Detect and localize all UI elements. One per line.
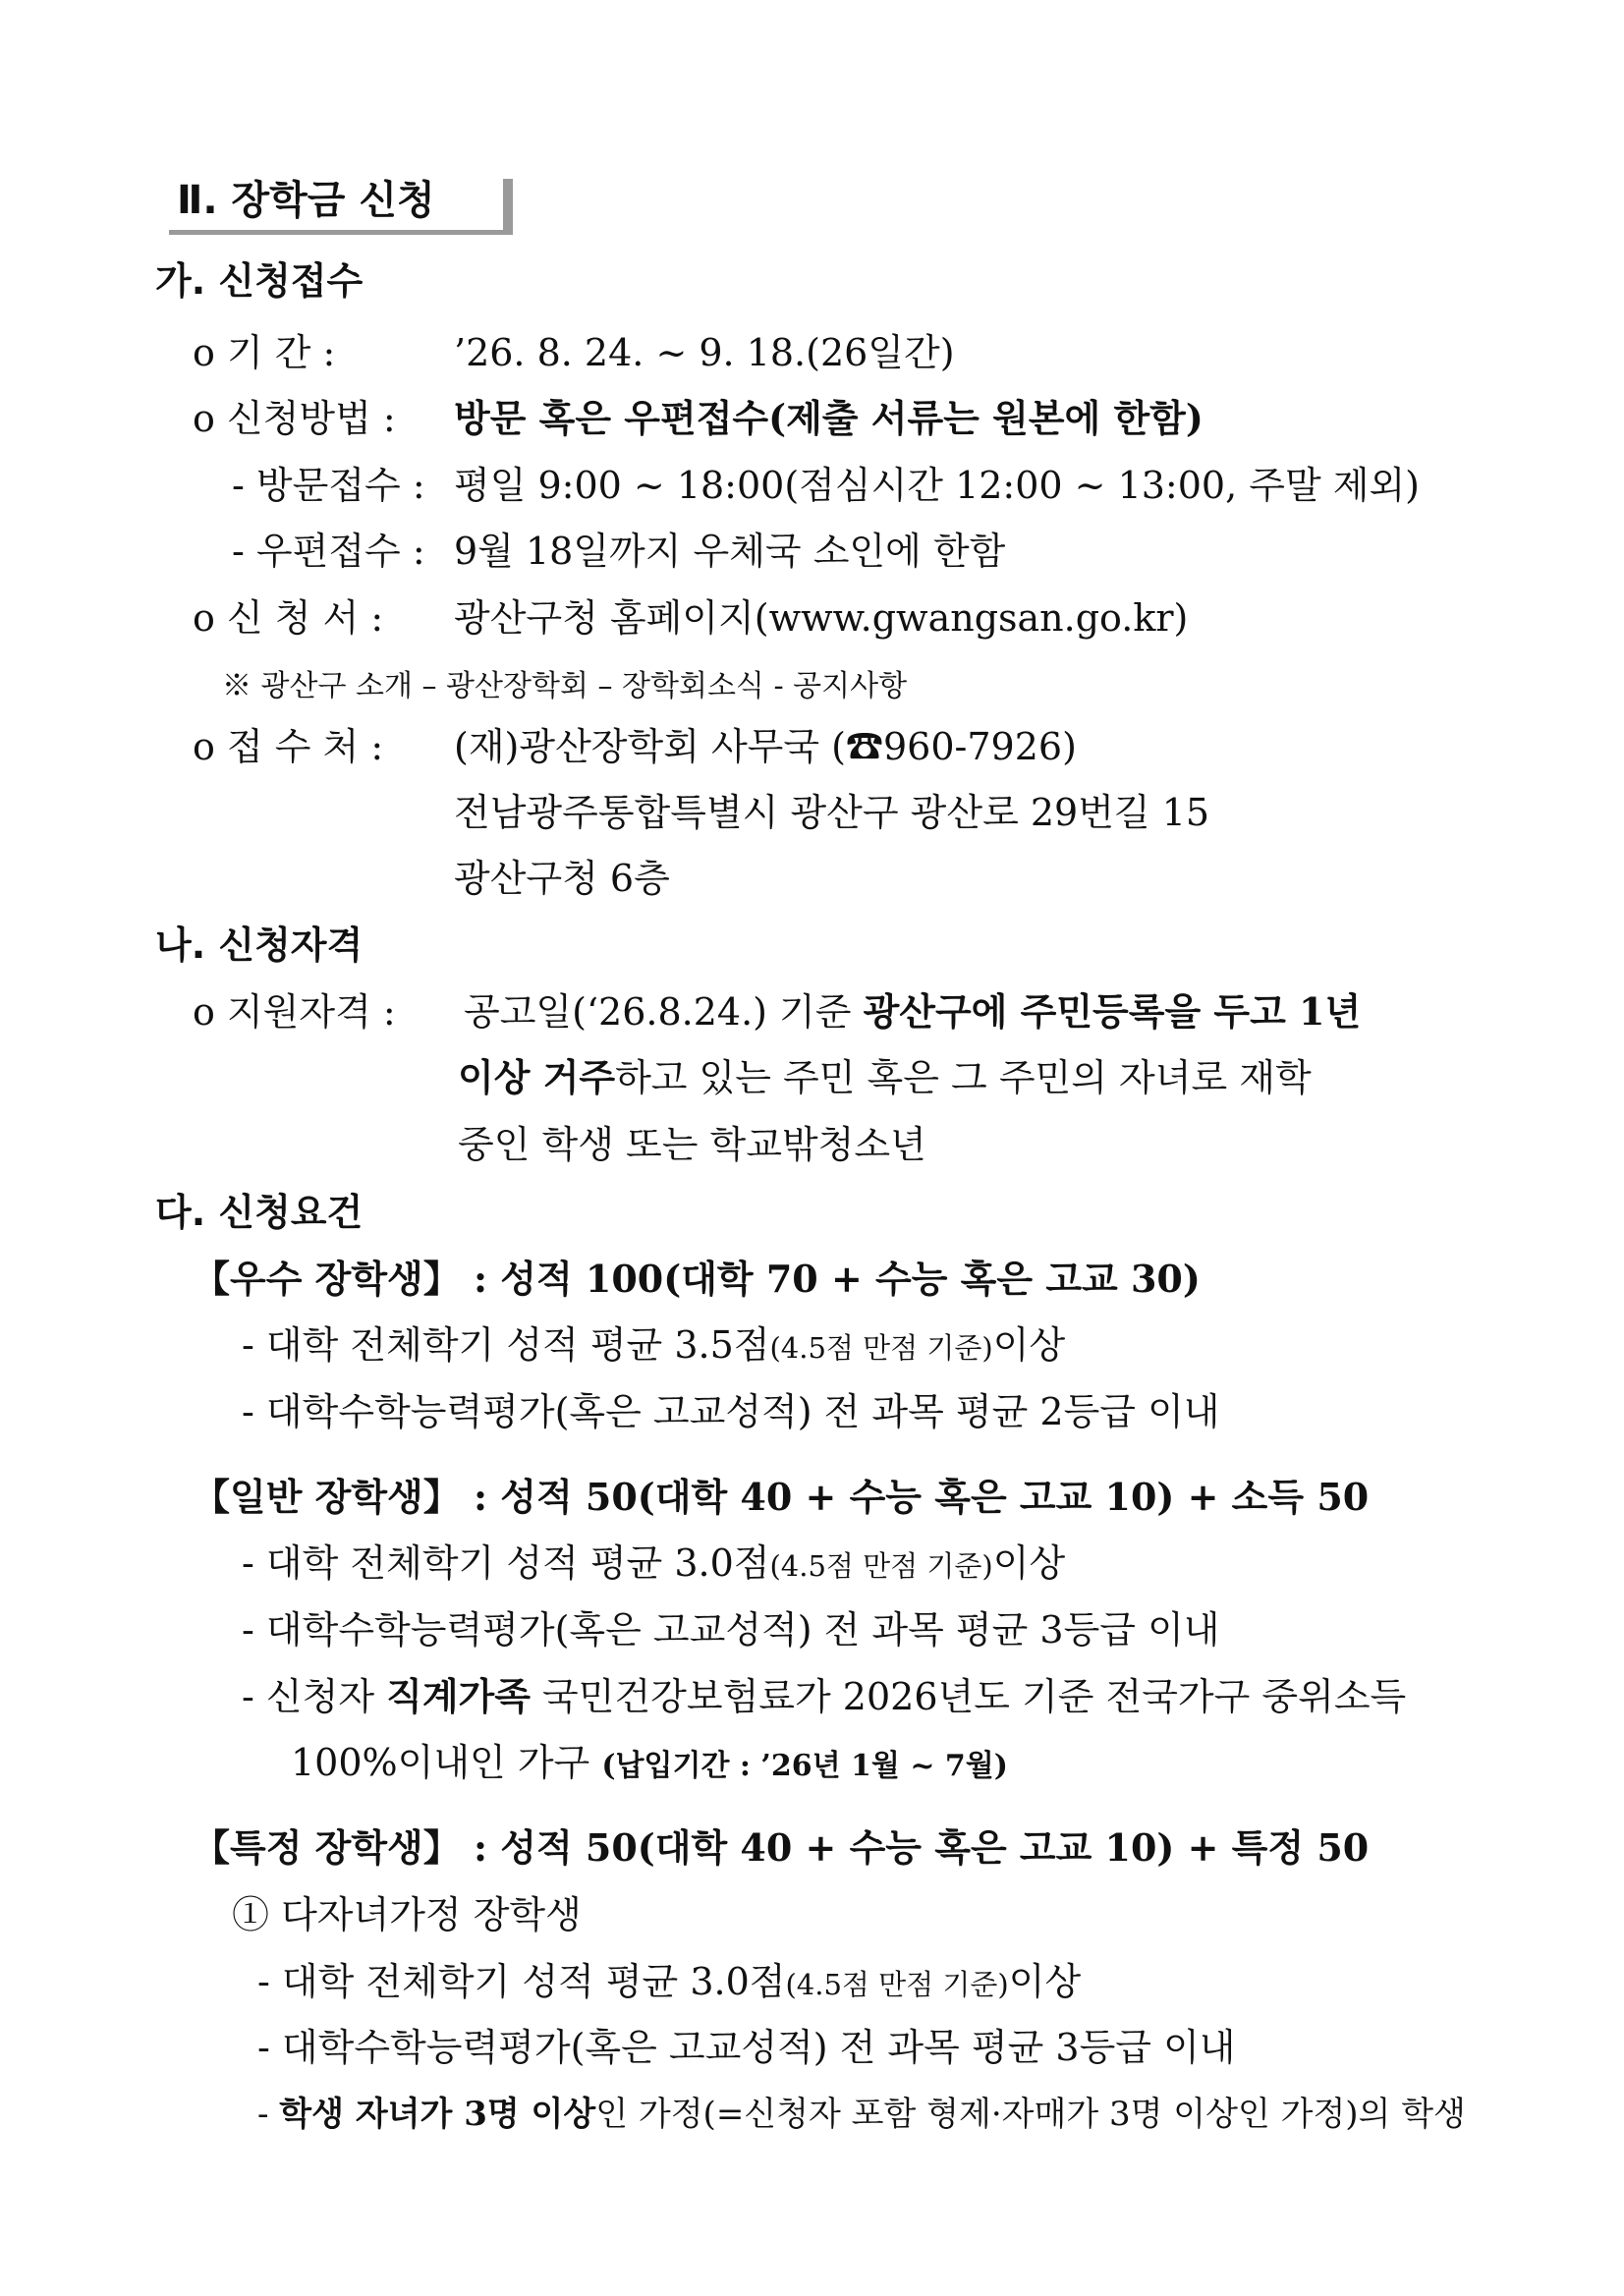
- excellent-scholarship-heading: 【우수 장학생】 : 성적 100(대학 70 + 수능 혹은 고교 30): [193, 1257, 1201, 1301]
- period-value: ’26. 8. 24. ~ 9. 18.(26일간): [454, 331, 955, 374]
- general-requirement-2: - 대학수학능력평가(혹은 고교성적) 전 과목 평균 3등급 이내: [242, 1608, 1220, 1652]
- form-note: ※ 광산구 소개 – 광산장학회 – 장학회소식 - 공지사항: [222, 669, 908, 703]
- special-subcategory: ① 다자녀가정 장학생: [232, 1893, 582, 1936]
- visit-label: - 방문접수 :: [232, 464, 425, 507]
- general-requirement-3-cont: 100%이내인 가구 (납입기간 : ’26년 1월 ~ 7월): [291, 1741, 1008, 1784]
- visit-value: 평일 9:00 ~ 18:00(점심시간 12:00 ~ 13:00, 주말 제외): [454, 464, 1420, 507]
- office-address-line2: 광산구청 6층: [454, 857, 670, 900]
- form-label: o 신 청 서 :: [193, 596, 384, 640]
- office-label: o 접 수 처 :: [193, 725, 384, 768]
- general-requirement-3: - 신청자 직계가족 국민건강보험료가 2026년도 기준 전국가구 중위소득: [242, 1674, 1407, 1718]
- method-value: 방문 혹은 우편접수(제출 서류는 원본에 한함): [454, 396, 1204, 440]
- general-requirement-1: - 대학 전체학기 성적 평균 3.0점(4.5점 만점 기준)이상: [242, 1541, 1066, 1585]
- excellent-requirement-1: - 대학 전체학기 성적 평균 3.5점(4.5점 만점 기준)이상: [242, 1323, 1066, 1367]
- special-requirement-2: - 대학수학능력평가(혹은 고교성적) 전 과목 평균 3등급 이내: [257, 2026, 1236, 2069]
- office-address-line1: 전남광주통합특별시 광산구 광산로 29번길 15: [454, 791, 1210, 834]
- eligibility-line1: 공고일(‘26.8.24.) 기준 광산구에 주민등록을 두고 1년: [464, 989, 1362, 1034]
- special-requirement-1: - 대학 전체학기 성적 평균 3.0점(4.5점 만점 기준)이상: [257, 1960, 1082, 2003]
- office-value: (재)광산장학회 사무국 (☎960-7926): [454, 725, 1077, 768]
- period-label: o 기 간 :: [193, 331, 336, 374]
- section-heading: Ⅱ. 장학금 신청: [177, 178, 435, 223]
- mail-label: - 우편접수 :: [232, 530, 425, 573]
- mail-value: 9월 18일까지 우체국 소인에 한함: [454, 530, 1006, 573]
- eligibility-line3: 중인 학생 또는 학교밖청소년: [458, 1123, 926, 1166]
- section-na-title: 나. 신청자격: [155, 924, 364, 967]
- section-da-title: 다. 신청요건: [155, 1191, 364, 1234]
- method-label: o 신청방법 :: [193, 397, 396, 440]
- general-scholarship-heading: 【일반 장학생】 : 성적 50(대학 40 + 수능 혹은 고교 10) + 소득 50: [193, 1475, 1370, 1519]
- eligibility-label: o 지원자격 :: [193, 990, 396, 1034]
- section-ga-title: 가. 신청접수: [155, 259, 364, 303]
- special-requirement-3: - 학생 자녀가 3명 이상인 가정(=신청자 포함 형제·자매가 3명 이상인 가정)의 학생: [257, 2095, 1466, 2134]
- eligibility-line2: 이상 거주하고 있는 주민 혹은 그 주민의 자녀로 재학: [458, 1055, 1312, 1099]
- excellent-requirement-2: - 대학수학능력평가(혹은 고교성적) 전 과목 평균 2등급 이내: [242, 1390, 1220, 1433]
- form-value: 광산구청 홈페이지(www.gwangsan.go.kr): [454, 596, 1189, 640]
- special-scholarship-heading: 【특정 장학생】 : 성적 50(대학 40 + 수능 혹은 고교 10) + 특정 50: [193, 1825, 1370, 1870]
